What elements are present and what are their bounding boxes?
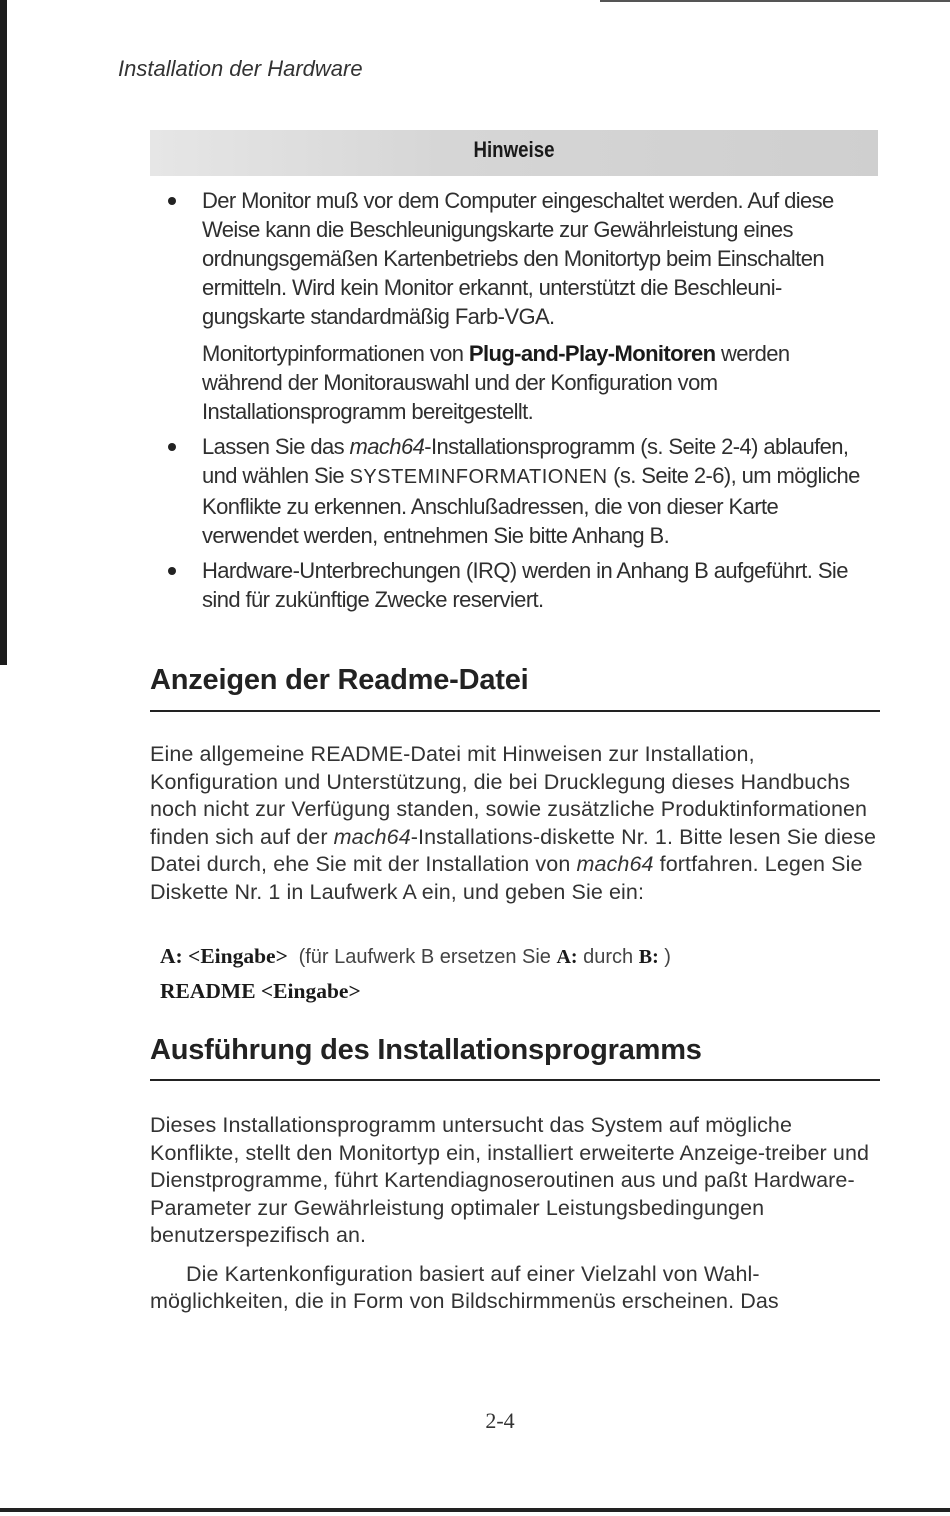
notes-list [168, 186, 868, 620]
readme-paragraph [150, 741, 880, 906]
section-heading-install: Ausführung des Installationsprogramms [150, 1034, 702, 1066]
command-text: B: [638, 946, 659, 968]
product-name-italic: mach64 [333, 824, 411, 849]
bullet-icon [168, 443, 176, 451]
page-number: 2-4 [485, 1408, 515, 1433]
paragraph [150, 741, 880, 906]
note-item-installation [168, 432, 868, 550]
text-run: durch [577, 946, 639, 968]
product-name-italic: mach64 [349, 434, 425, 459]
command-note [299, 946, 671, 968]
text-run: -Installationsprogramm (s. Seite 2-4) ablaufen, und wählen Sie [202, 434, 849, 488]
section-heading-readme: Anzeigen der Readme-Datei [150, 664, 529, 696]
bullet-icon [168, 567, 176, 575]
running-header: Installation der Hardware [118, 56, 363, 81]
note-text: Hardware-Unterbrechungen (IRQ) werden in Anhang B aufgeführt. Sie sind für zukünftige Zwecke reserviert. [202, 558, 848, 612]
text-run: Eine allgemeine README-Datei mit Hinweisen zur Installation, Konfiguration und Unterstützung, die bei Drucklegung dieses Handbuchs noch nicht zur Verfügung standen, sowie zusätzliche Produktinformationen finden sich auf der [150, 742, 868, 849]
command-text: A: [556, 946, 578, 968]
command-line-readme [160, 979, 361, 1004]
section-rule [150, 1079, 880, 1081]
install-paragraph [150, 1112, 880, 1316]
menu-name-smallcaps: SYSTEMINFORMATIONEN [349, 466, 608, 488]
command-line-drive [160, 944, 671, 969]
paragraph: Dieses Installationsprogramm untersucht das System auf mögliche Konflikte, stellt den Monitortyp ein, installiert erweiterte Anzeige-treiber und Dienstprogramme, führt Kartendiagnoseroutinen aus und paßt Hardware-Parameter zur Gewährleistung optimaler Leistungsbedingungen benutzerspezifisch an. [150, 1113, 870, 1247]
note-text: Der Monitor muß vor dem Computer eingeschaltet werden. Auf diese Weise kann die Beschleunigungskarte zur Gewährleistung eines ordnungsgemäßen Kartenbetriebs den Monitortyp beim Einschalten ermitteln. Wird kein Monitor erkannt, unterstützt die Beschleuni-gungskarte standardmäßig Farb-VGA. [202, 188, 834, 329]
text-run: -Installations-diskette Nr. 1. Bitte lesen Sie diese Datei durch, ehe Sie mit der Installation von [150, 824, 877, 876]
text-run: Lassen Sie das [202, 434, 350, 459]
text-run: (s. Seite 2-6), um mögliche Konflikte zu erkennen. Anschlußadressen, die von dieser Karte verwendet werden, entnehmen Sie bitte Anhang B. [202, 463, 860, 548]
scan-top-line [600, 0, 950, 2]
paragraph: Die Kartenkonfiguration basiert auf einer Vielzahl von Wahl-möglichkeiten, die in Form von Bildschirmmenüs erscheinen. Das [150, 1261, 779, 1313]
note-text [202, 432, 868, 550]
note-item-irq [168, 556, 868, 614]
notes-title: Hinweise [473, 137, 555, 162]
emphasis-bold: Plug-and-Play-Monitoren [468, 341, 716, 366]
note-text-plug-and-play [202, 339, 868, 426]
text-run: werden während der Monitorauswahl und der Konfiguration vom Installationsprogramm bereitgestellt. [202, 341, 790, 424]
command-text: A: <Eingabe> [160, 944, 288, 968]
text-run: ) [658, 946, 671, 968]
note-item-monitor [168, 186, 868, 426]
section-rule [150, 710, 880, 712]
bullet-icon [168, 197, 176, 205]
scan-bottom-line [0, 1508, 950, 1512]
text-run: (für Laufwerk B ersetzen Sie [298, 946, 557, 968]
scan-left-edge [0, 0, 7, 665]
text-run: fortfahren. Legen Sie Diskette Nr. 1 in Laufwerk A ein, und geben Sie ein: [150, 852, 863, 904]
product-name-italic: mach64 [576, 852, 654, 876]
command-text: README <Eingabe> [160, 979, 361, 1003]
text-run: Monitortypinformationen von [202, 341, 469, 366]
